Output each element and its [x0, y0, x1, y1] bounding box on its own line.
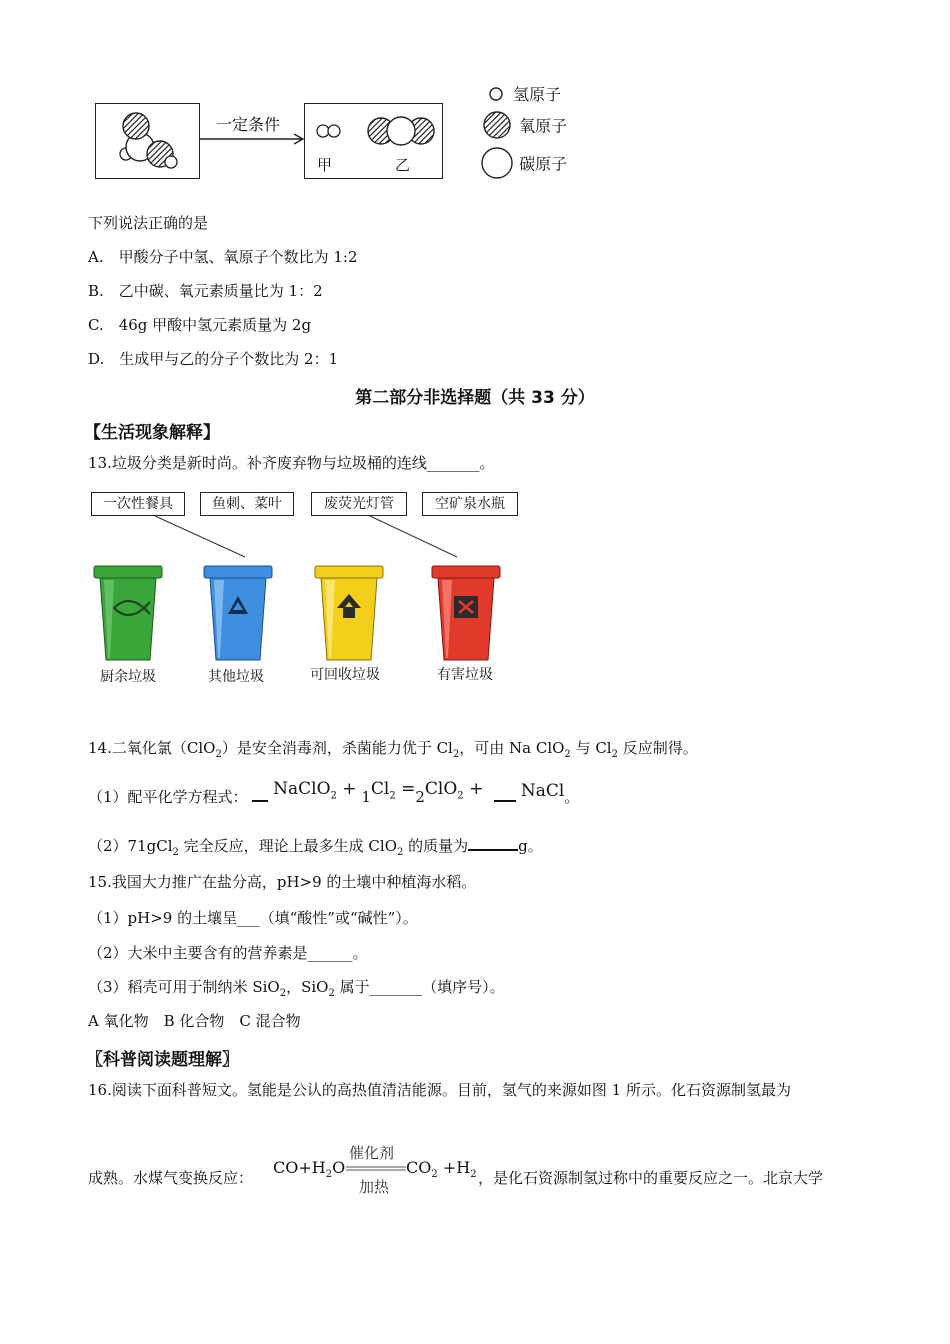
bin-hazardous-waste[interactable] [430, 560, 502, 666]
q14-part2: （2）71gCl$_2$ 完全反应，理论上最多生成 ClO$_2$ 的质量为 g。 [88, 837, 543, 858]
condition-catalyst: 催化剂 [349, 1144, 395, 1162]
coef-cl2: 1 [361, 788, 371, 806]
bin-label-kitchen: 厨余垃圾 [100, 669, 156, 685]
q16-line2: 成熟。水煤气变换反应： [88, 1169, 254, 1187]
bin-kitchen-waste[interactable] [92, 560, 164, 666]
q16-line2-suffix: ，是化石资源制氢过称中的重要反应之一。北京大学 [478, 1169, 824, 1187]
item-fluorescent-tube[interactable]: 废荧光灯管 [311, 492, 407, 516]
q14-stem: 14.二氧化氯（ClO$_2$）是安全消毒剂，杀菌能力优于 $Cl_2$，可由 Na ClO$_2$ 与 $Cl_2$ 反应制得。 [88, 739, 698, 760]
bin-label-other: 其他垃圾 [208, 669, 264, 685]
item-disposable-tableware[interactable]: 一次性餐具 [91, 492, 185, 516]
q12-stem: 下列说法正确的是 [88, 214, 209, 232]
nacl-formula: NaCl [520, 781, 565, 801]
option-a: A. 甲酸分子中氢、氧原子个数比为 1:2 [88, 248, 358, 266]
option-b: B. 乙中碳、氧元素质量比为 1：2 [88, 282, 323, 300]
q13-stem: 13.垃圾分类是新时尚。补齐废弃物与垃圾桶的连线_______。 [88, 454, 495, 472]
water-gas-shift-equation: $CO+H_2O$ 催化剂 加热 $CO_2 +H_2$ [273, 1144, 477, 1196]
legend-oxygen: 氧原子 [480, 110, 567, 140]
bin-recyclable-waste[interactable] [313, 560, 385, 666]
product-label-jia: 甲 [317, 156, 333, 174]
q14-part1: （1）配平化学方程式： NaClO$_2$ + $1Cl_2 =2ClO_2$ + NaCl。 [88, 779, 580, 806]
part2-title: 第二部分非选择题（共 33 分） [355, 388, 595, 408]
section-life-phenomena: 【生活现象解释】 [84, 423, 220, 443]
hazard-icon [454, 596, 478, 618]
bin-label-hazardous: 有害垃圾 [437, 667, 493, 683]
q15-part2: （2）大米中主要含有的营养素是______。 [88, 944, 368, 962]
arrow-condition-label: 一定条件 [216, 115, 281, 134]
bin-label-recyclable: 可回收垃圾 [310, 667, 380, 683]
bin-other-waste[interactable] [202, 560, 274, 666]
coef-nacl-blank[interactable] [494, 786, 516, 802]
legend-hydrogen: 氢原子 [480, 82, 561, 105]
q15-part1: （1）pH>9 的土壤呈___（填“酸性”或“碱性”）。 [88, 909, 418, 927]
q15-stem: 15.我国大力推广在盐分高，pH>9 的土壤中种植海水稻。 [88, 873, 477, 891]
option-c: C. 46g 甲酸中氢元素质量为 2g [88, 316, 312, 334]
coef-clo2: 2 [415, 788, 425, 806]
q16-line1: 16.阅读下面科普短文。氢能是公认的高热值清洁能源。目前，氢气的来源如图 1 所示。化石资源制氢最为 [88, 1081, 791, 1099]
mass-blank[interactable] [468, 835, 518, 851]
coef-naclo2-blank[interactable] [252, 786, 268, 802]
section-science-reading: 〖科普阅读题理解〗 [86, 1050, 239, 1070]
q15-part3: （3）稻壳可用于制纳米 SiO$_2$，SiO$_2$ 属于_______（填序号）。 [88, 978, 505, 999]
item-empty-water-bottle[interactable]: 空矿泉水瓶 [422, 492, 518, 516]
equals-sign [346, 1166, 406, 1172]
item-fish-bones-vegetables[interactable]: 鱼刺、菜叶 [200, 492, 294, 516]
q15-choices: A 氧化物 B 化合物 C 混合物 [88, 1012, 301, 1030]
legend-carbon: 碳原子 [480, 146, 567, 180]
option-d: D. 生成甲与乙的分子个数比为 2：1 [88, 350, 339, 368]
product-label-yi: 乙 [395, 156, 411, 174]
condition-heating: 加热 [359, 1178, 390, 1196]
